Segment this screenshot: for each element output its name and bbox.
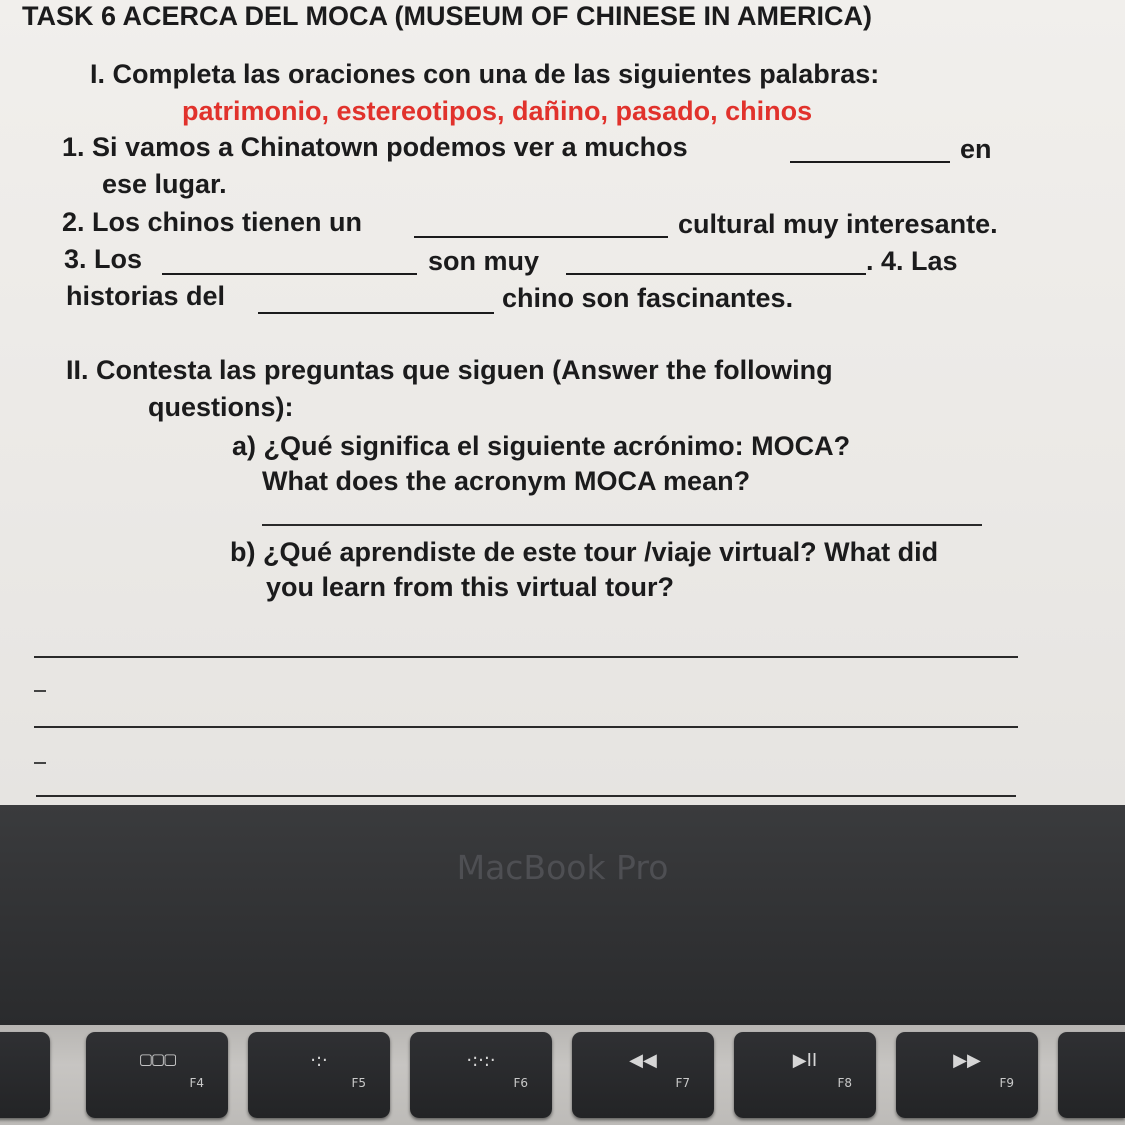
sentence-3-blank-a [162, 273, 417, 275]
key-f10-partial[interactable] [1058, 1032, 1125, 1118]
sentence-3-blank-b [566, 273, 866, 275]
key-label: F8 [837, 1076, 852, 1090]
key-label: F5 [351, 1076, 366, 1090]
key-f7[interactable] [572, 1032, 714, 1118]
brand-logo-text: MacBook Pro [456, 848, 669, 887]
sentence-1-end: en [960, 134, 992, 164]
question-a-line1: a) ¿Qué significa el siguiente acrónimo: MOCA? [232, 431, 851, 461]
key-label: F9 [999, 1076, 1014, 1090]
sentence-2-blank [414, 236, 668, 238]
key-label: F6 [513, 1076, 528, 1090]
question-b-line2: you learn from this virtual tour? [266, 572, 675, 602]
key-f3[interactable] [0, 1032, 50, 1118]
answer-dash [34, 762, 46, 764]
key-label: F7 [675, 1076, 690, 1090]
key-label: F4 [189, 1076, 204, 1090]
sentence-2-end: cultural muy interesante. [678, 209, 998, 239]
sentence-1-blank [790, 161, 950, 163]
sentence-4-text: historias del [66, 281, 226, 311]
question-a-line2: What does the acronym MOCA mean? [262, 466, 751, 496]
launchpad-icon: ▢▢▢ [138, 1050, 176, 1068]
sentence-3-end: . 4. Las [866, 246, 958, 276]
play-pause-icon: ▶II [792, 1050, 818, 1071]
sentence-4-blank [258, 312, 494, 314]
answer-b-line-1 [34, 656, 1018, 658]
sentence-1-line2: ese lugar. [102, 169, 227, 199]
laptop-bezel [0, 805, 1125, 1025]
key-f6[interactable] [410, 1032, 552, 1118]
sentence-4-end: chino son fascinantes. [502, 283, 794, 313]
keyboard-brightness-down-icon: ·:· [310, 1050, 328, 1071]
part2-heading: II. Contesta las preguntas que siguen (Answer the following [66, 355, 833, 385]
key-f5[interactable] [248, 1032, 390, 1118]
answer-b-line-2 [34, 726, 1018, 728]
keyboard-brightness-up-icon: ·:·:· [466, 1050, 496, 1071]
word-bank: patrimonio, estereotipos, dañino, pasado, chinos [182, 96, 813, 126]
part2-heading-line2: questions): [148, 392, 294, 422]
sentence-3-mid: son muy [428, 246, 540, 276]
key-f9[interactable] [896, 1032, 1038, 1118]
answer-b-line-3 [36, 795, 1016, 797]
question-b-line1: b) ¿Qué aprendiste de este tour /viaje virtual? What did [230, 537, 939, 567]
sentence-1-text: 1. Si vamos a Chinatown podemos ver a muchos [62, 132, 688, 162]
answer-a-line [262, 524, 982, 526]
key-f4[interactable] [86, 1032, 228, 1118]
rewind-icon: ◀◀ [629, 1050, 657, 1071]
sentence-3-text: 3. Los [64, 244, 143, 274]
part1-heading: I. Completa las oraciones con una de las siguientes palabras: [90, 59, 880, 89]
sentence-2-text: 2. Los chinos tienen un [62, 207, 363, 237]
fast-forward-icon: ▶▶ [953, 1050, 981, 1071]
key-f8[interactable] [734, 1032, 876, 1118]
answer-dash [34, 690, 46, 692]
worksheet-title: TASK 6 ACERCA DEL MOCA (MUSEUM OF CHINESE IN AMERICA) [22, 1, 873, 31]
